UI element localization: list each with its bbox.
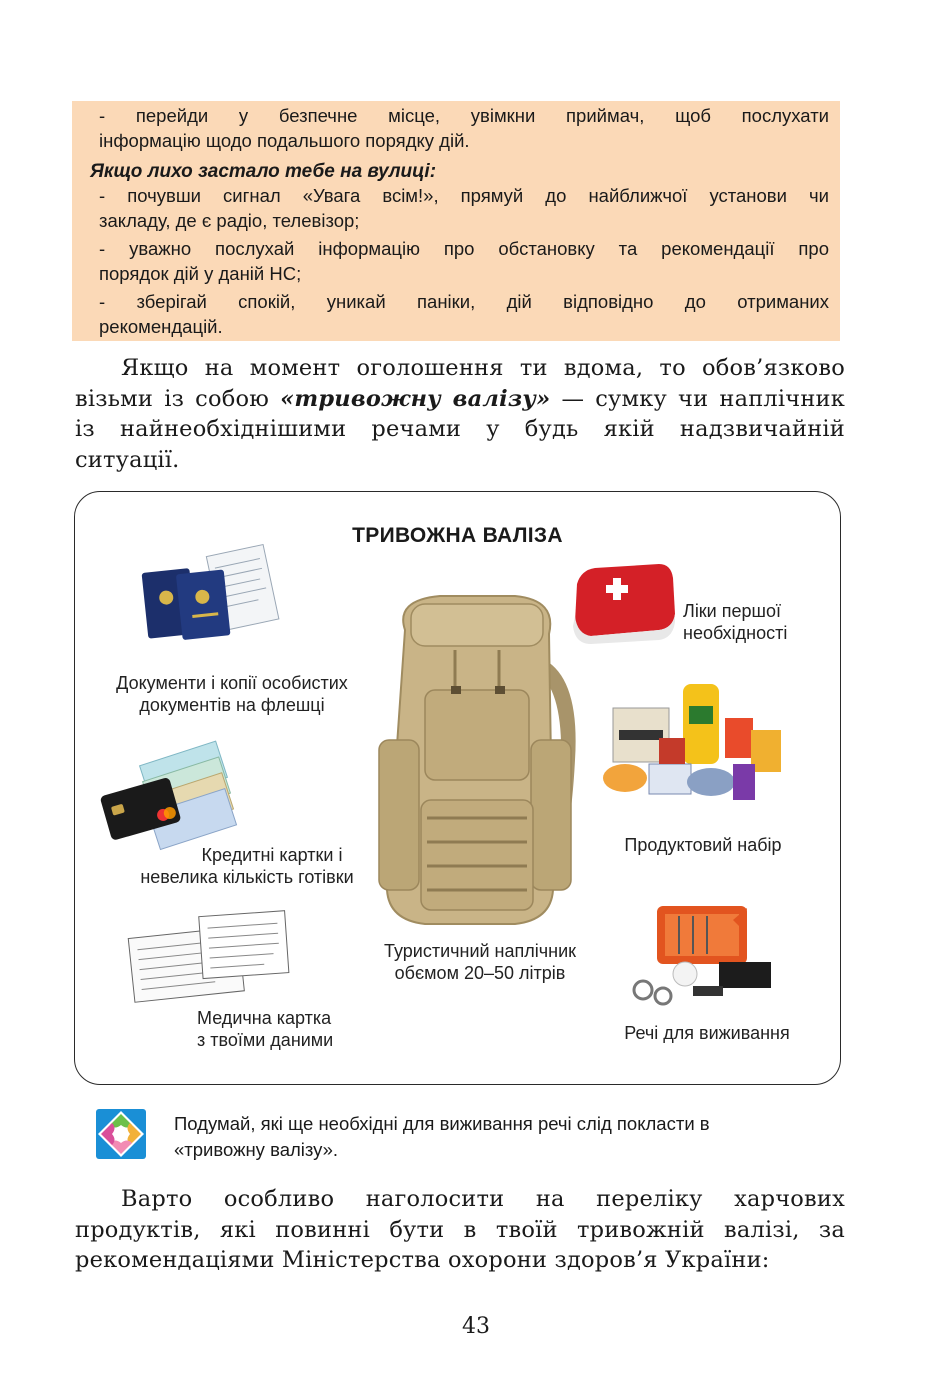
backpack-icon <box>365 590 590 930</box>
info-line: інформацію щодо подальшого порядку дій. <box>99 130 470 151</box>
credit-cards-icon <box>99 740 249 852</box>
food-caption: Продуктовий набір <box>624 835 782 855</box>
first-aid-kit-icon <box>567 556 679 646</box>
note-line: Подумай, які ще необхідні для виживання речі слід покласти в <box>174 1113 710 1134</box>
info-line: рекомендацій. <box>99 316 223 337</box>
info-line: - зберігай спокій, уникай паніки, дій відповідно до отриманих <box>99 291 829 312</box>
documents-icon <box>137 544 287 652</box>
paragraph-row: візьми із собою «тривожну валізу» — сумку чи наплічник <box>75 385 846 412</box>
info-line: - уважно послухай інформацію про обстановку та рекомендації про <box>99 238 829 259</box>
alarm-bag-infographic <box>74 491 841 1085</box>
medical-caption: Медична картка з твоїми даними <box>197 1008 334 1050</box>
info-line: - перейди у безпечне місце, увімкни приймач, щоб послухати <box>99 105 829 126</box>
info-line: порядок дій у даній НС; <box>99 263 302 284</box>
food-set-icon <box>599 678 789 808</box>
first-aid-caption: Ліки першої необхідності <box>683 601 788 643</box>
backpack-caption: Туристичний наплічник обємом 20–50 літрів <box>383 941 577 983</box>
paragraph-food-list <box>75 1184 845 1276</box>
info-line: - почувши сигнал «Увага всім!», прямуй до найближчої установи чи <box>99 185 829 206</box>
paragraph-row: ситуації. <box>75 446 180 473</box>
note-line: «тривожну валізу». <box>174 1139 339 1160</box>
paragraph-row: Варто особливо наголосити на переліку харчових <box>121 1186 845 1212</box>
info-line: закладу, де є радіо, телевізор; <box>99 210 360 231</box>
info-box <box>72 101 840 341</box>
survival-kit-icon <box>621 898 781 1010</box>
paragraph-row: продуктів, які повинні бути в твоїй тривожній валізі, за <box>75 1216 845 1243</box>
think-note <box>174 1111 834 1163</box>
documents-caption: Документи і копії особистих документів на флешці <box>116 673 348 715</box>
paragraph-row: рекомендаціями Міністерства охорони здоров’я України: <box>75 1247 770 1273</box>
alarm-bag-term: «тривожну валізу» <box>280 385 551 412</box>
cards-caption: Кредитні картки і невелика кількість готівки <box>140 845 354 887</box>
info-heading: Якщо лихо застало тебе на вулиці: <box>90 161 437 182</box>
paragraph-alarm-bag <box>75 353 845 475</box>
paragraph-row: Якщо на момент оголошення ти вдома, то обов’язково <box>121 355 845 381</box>
survival-caption: Речі для виживання <box>624 1023 790 1043</box>
paragraph-row: із найнеобхіднішими речами у будь якій надзвичайній <box>75 416 845 442</box>
medical-card-icon <box>123 907 293 1003</box>
page-number: 43 <box>462 1314 490 1339</box>
puzzle-icon <box>92 1105 150 1163</box>
infographic-title: ТРИВОЖНА ВАЛІЗА <box>352 524 563 547</box>
